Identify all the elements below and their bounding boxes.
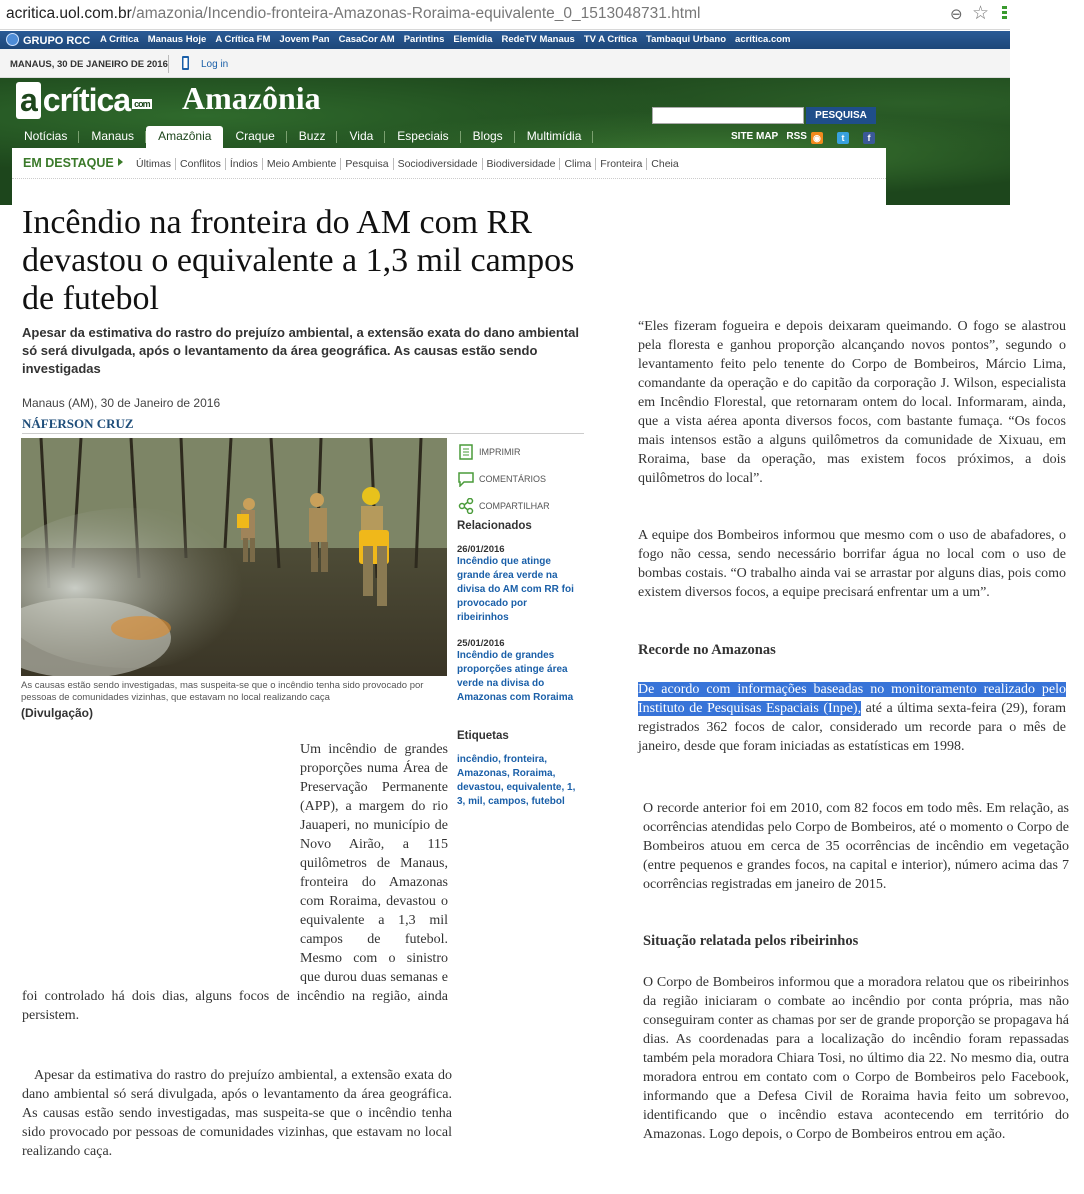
float-spacer bbox=[22, 740, 300, 986]
article-paragraph: Apesar da estimativa do rastro do prejuízo ambiental, a extensão exata do dano ambiental só será divulgada, após o levantamento da área geográfica. As causas estão sendo investigadas, mas suspeita-se que o incêndio tenha sido provocado por pessoas de comunidades vizinhas, que estavam no local realizando caça. bbox=[22, 1068, 452, 1159]
highlight-link[interactable]: Índios bbox=[225, 158, 262, 170]
globe-icon bbox=[6, 33, 19, 46]
highlight-link[interactable]: Pesquisa bbox=[340, 158, 392, 170]
photo-caption: As causas estão sendo investigadas, mas suspeita-se que o incêndio tenha sido provocado por pessoas de comunidades vizinhas, que estavam no local realizando caça bbox=[21, 680, 424, 703]
zoom-icon[interactable]: ⊖ bbox=[950, 6, 963, 23]
section-title: Amazônia bbox=[182, 80, 321, 116]
group-link[interactable]: A Crítica FM bbox=[215, 34, 271, 45]
user-icon bbox=[181, 56, 190, 70]
nav-tab[interactable]: Craque bbox=[223, 126, 286, 148]
article-tools bbox=[458, 438, 586, 519]
nav-tab[interactable]: Blogs bbox=[461, 126, 515, 148]
article-paragraph: “Eles fizeram fogueira e depois deixaram queimando. O fogo se alastrou pela floresta e ganhou proporção alcançando novos pontos”, segundo o levantamento feito pelo tenente do Corpo de Bombeiros, Márcio Lima, comandante da operação e do capitão da corporação J. Wilson, especialista em Incêndio Florestal, que retornaram ontem do local. Informaram, ainda, que a vista aérea aponta diversos focos, com bastante fumaça. “Os focos mais intensos estão a alguns quilômetros da comunidade de Xixuau, em Roraima, base da operação, mas existem focos próximos, a dois quilômetros do local”. bbox=[638, 319, 1066, 486]
divider bbox=[22, 433, 584, 434]
tags-heading: Etiquetas bbox=[457, 730, 509, 742]
article-author[interactable]: NÁFERSON CRUZ bbox=[22, 416, 134, 431]
nav-tab[interactable]: Especiais bbox=[385, 126, 460, 148]
site-logo[interactable]: a crítica com bbox=[16, 82, 152, 119]
group-link[interactable]: Parintins bbox=[403, 34, 445, 45]
highlight-link[interactable]: Clima bbox=[559, 158, 595, 170]
highlight-link[interactable]: Cheia bbox=[646, 158, 682, 170]
login-link[interactable]: Log in bbox=[201, 59, 229, 70]
group-link[interactable]: Jovem Pan bbox=[279, 34, 330, 45]
bookmark-star-icon[interactable]: ☆ bbox=[972, 3, 990, 24]
print-button[interactable]: IMPRIMIR bbox=[458, 438, 586, 465]
group-link[interactable]: Elemídia bbox=[453, 34, 493, 45]
comments-button[interactable]: COMENTÁRIOS bbox=[458, 465, 586, 492]
nav-tab[interactable]: Multimídia bbox=[515, 126, 594, 148]
twitter-icon[interactable]: t bbox=[837, 132, 849, 144]
rss-icon[interactable]: ◉ bbox=[811, 132, 823, 144]
group-link[interactable]: Tambaqui Urbano bbox=[645, 34, 727, 45]
triangle-right-icon bbox=[118, 158, 123, 166]
highlight-link[interactable]: Sociodiversidade bbox=[393, 158, 482, 170]
facebook-icon[interactable]: f bbox=[863, 132, 875, 144]
group-link[interactable]: Manaus Hoje bbox=[147, 34, 207, 45]
browser-menu-icon[interactable] bbox=[1002, 6, 1007, 21]
share-icon bbox=[458, 498, 474, 514]
highlights-label: EM DESTAQUE bbox=[23, 156, 123, 170]
article-paragraph: Um incêndio de grandes proporções numa Área de Preservação Permanente (APP), a margem do rio Jauaperi, no município de Novo Airão, a 115 quilômetros de Manaus, fronteira do Amazonas com Roraima, devastou o equivalente a 1,3 mil campos de futebol. Mesmo com o sinistro que durou duas semanas e foi controlado há dois dias, alguns focos de incêndio na região, ainda persistem. bbox=[22, 742, 448, 1023]
nav-tab[interactable]: Amazônia bbox=[146, 126, 223, 148]
main-nav bbox=[12, 126, 593, 148]
group-logo[interactable]: GRUPO RCC bbox=[6, 33, 90, 47]
nav-tab[interactable]: Vida bbox=[337, 126, 385, 148]
related-date: 26/01/2016 bbox=[457, 544, 505, 555]
section-heading: Situação relatada pelos ribeirinhos bbox=[643, 933, 859, 949]
url-path: /amazonia/Incendio-fronteira-Amazonas-Roraima-equivalente_0_1513048731.html bbox=[131, 5, 701, 22]
highlight-link[interactable]: Últimas bbox=[136, 158, 172, 170]
group-link[interactable]: acrítica.com bbox=[735, 34, 791, 45]
related-date: 25/01/2016 bbox=[457, 638, 505, 649]
firefighters-photo bbox=[21, 438, 447, 676]
article-date: Manaus (AM), 30 de Janeiro de 2016 bbox=[22, 396, 221, 410]
section-heading: Recorde no Amazonas bbox=[638, 642, 776, 658]
page-margin bbox=[1010, 0, 1084, 210]
url-text[interactable] bbox=[6, 5, 700, 23]
group-link[interactable]: RedeTV Manaus bbox=[501, 34, 575, 45]
nav-tab[interactable]: Manaus bbox=[79, 126, 146, 148]
article-photo[interactable] bbox=[21, 438, 447, 676]
selected-text[interactable]: De acordo com informações baseadas no monitoramento realizado pelo Instituto de Pesquisas Espaciais (Inpe), bbox=[638, 682, 1066, 716]
share-button[interactable]: COMPARTILHAR bbox=[458, 492, 586, 519]
nav-tab[interactable]: Buzz bbox=[287, 126, 338, 148]
photo-credit: (Divulgação) bbox=[21, 706, 94, 720]
article-paragraph: A equipe dos Bombeiros informou que mesmo com o uso de abafadores, o fogo não cessa, sendo necessário borrifar água no local com o uso de bombas costais. “O trabalho ainda vai se arrastar por alguns dias, pois como existem diversos focos, a equipe precisará enfrentar um a um”. bbox=[638, 528, 1066, 600]
related-item[interactable] bbox=[457, 544, 581, 625]
group-links bbox=[100, 34, 800, 45]
related-link[interactable]: Incêndio de grandes proporções atinge área verde na divisa do Amazonas com Roraima bbox=[457, 650, 574, 703]
article-subtitle: Apesar da estimativa do rastro do prejuízo ambiental, a extensão exata do dano ambiental só será divulgada, após o levantamento da área geográfica. As causas estão sendo investigadas bbox=[22, 325, 579, 376]
site-map-link[interactable]: SITE MAP bbox=[731, 131, 779, 142]
related-item[interactable] bbox=[457, 638, 581, 705]
highlight-link[interactable]: Fronteira bbox=[595, 158, 646, 170]
group-link[interactable]: CasaCor AM bbox=[338, 34, 395, 45]
highlights-bar bbox=[12, 148, 886, 205]
highlight-link[interactable]: Meio Ambiente bbox=[262, 158, 340, 170]
article-paragraph: O recorde anterior foi em 2010, com 82 focos em todo mês. Em relação, as ocorrências atendidas pelo Corpo de Bombeiros, até o momento o Corpo de Bombeiros atuou em cerca de 35 ocorrências de incêndio em vegetação (entre pequenos e grandes focos, na capital e interior), número acima das 7 ocorrências registradas em janeiro de 2015. bbox=[643, 801, 1069, 892]
date-bar bbox=[0, 49, 1010, 78]
search-button[interactable]: PESQUISA bbox=[806, 107, 876, 124]
highlights-links bbox=[132, 158, 683, 170]
rss-link[interactable]: RSS bbox=[786, 131, 807, 142]
highlight-link[interactable]: Biodiversidade bbox=[482, 158, 560, 170]
url-host: acritica.uol.com.br bbox=[6, 5, 132, 22]
print-icon bbox=[458, 444, 474, 460]
related-heading: Relacionados bbox=[457, 520, 532, 532]
current-date: MANAUS, 30 DE JANEIRO DE 2016 bbox=[10, 59, 168, 70]
article-paragraph: O Corpo de Bombeiros informou que a moradora relatou que os ribeirinhos da região iniciaram o combate ao incêndio por conta própria, mas não conseguiram conter as chamas por ser de grande proporção se propagava há dias. As coordenadas para a localização do incêndio foram repassadas também pela moradora Chiara Tosi, no último dia 22. No mesmo dia, outra moradora entrou em contato com o Corpo de Bombeiros pelo Facebook, informando que a Defesa Civil de Roraima havia feito um sobrevoo, identificando que o incêndio estava acontecendo em território do Amazonas. Logo depois, o Corpo de Bombeiros entrou em ação. bbox=[643, 975, 1069, 1142]
related-link[interactable]: Incêndio que atinge grande área verde na divisa do AM com RR foi provocado por ribeirinhos bbox=[457, 556, 574, 623]
article-paragraph: De acordo com informações baseadas no monitoramento realizado pelo Instituto de Pesquisas Espaciais (Inpe), até a última sexta-feira (29), foram registrados 362 focos de calor, considerado um recorde para o mês de janeiro, desde que foram iniciadas as estatísticas em 1998. bbox=[638, 682, 1066, 754]
address-bar[interactable] bbox=[0, 0, 1010, 30]
nav-tab[interactable]: Notícias bbox=[12, 126, 79, 148]
highlight-link[interactable]: Conflitos bbox=[175, 158, 225, 170]
comment-icon bbox=[458, 471, 474, 487]
divider bbox=[168, 55, 169, 73]
group-link[interactable]: A Crítica bbox=[100, 34, 139, 45]
article-title: Incêndio na fronteira do AM com RR devastou o equivalente a 1,3 mil campos de futebol bbox=[22, 204, 575, 317]
search-input[interactable] bbox=[652, 107, 804, 124]
nav-right-links bbox=[731, 131, 875, 144]
tags-list[interactable]: incêndio, fronteira, Amazonas, Roraima, devastou, equivalente, 1, 3, mil, campos, futebol bbox=[457, 754, 576, 807]
group-bar bbox=[0, 31, 1010, 49]
group-link[interactable]: TV A Crítica bbox=[583, 34, 637, 45]
